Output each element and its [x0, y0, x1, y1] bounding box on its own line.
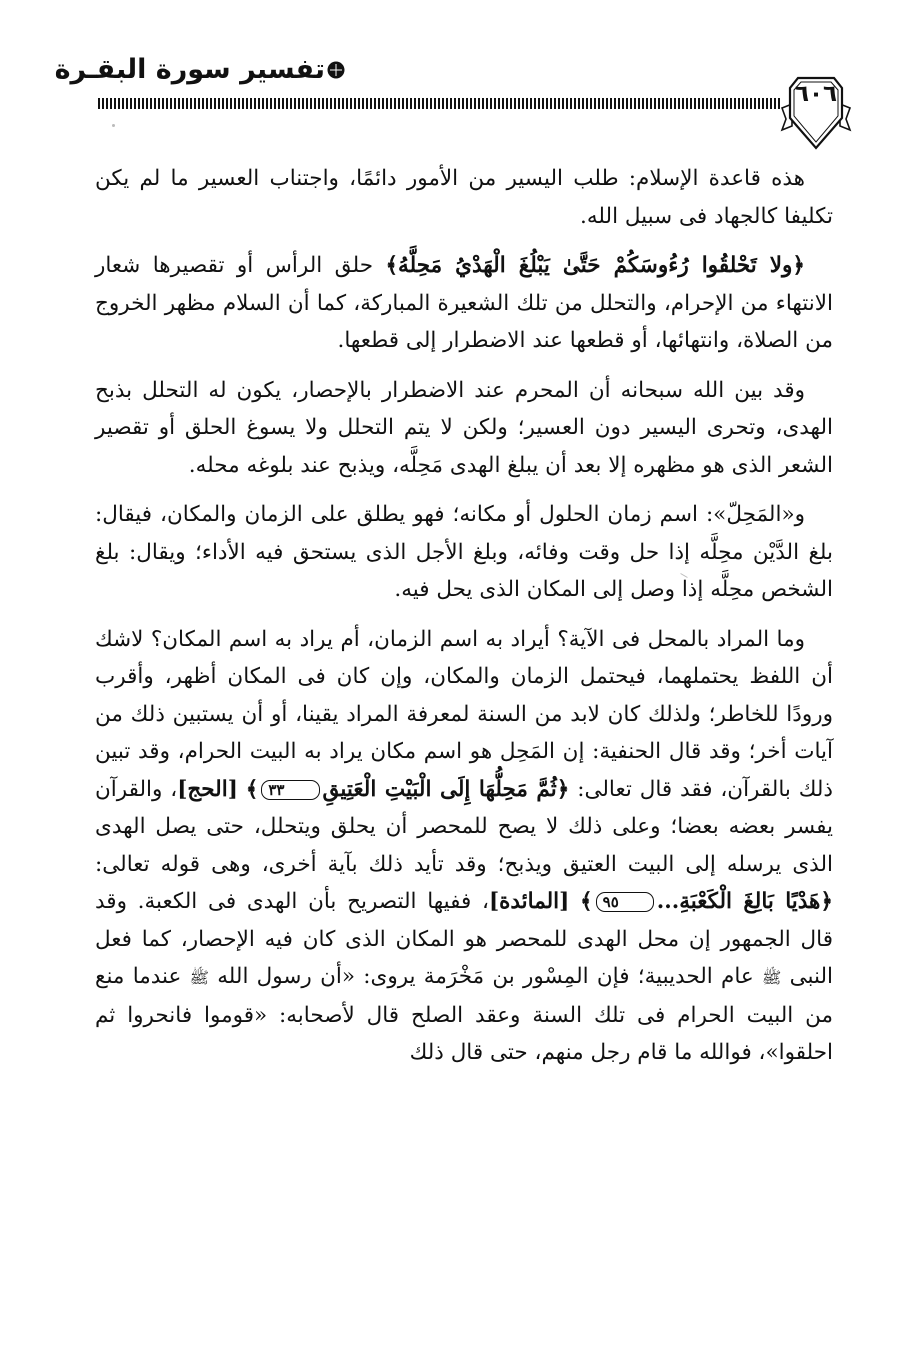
- verse-number: ٩٥: [596, 892, 654, 912]
- paragraph-1: هذه قاعدة الإسلام: طلب اليسير من الأمور دائمًا، واجتناب العسير ما لم يكن تكليفا كالجهاد فى سبيل الله.: [95, 166, 833, 229]
- paragraph-5-text-a: وما المراد بالمحل فى الآية؟ أيراد به اسم الزمان، أم يراد به اسم المكان؟ لاشك أن اللفظ يحتملهما، فيحتمل الزمان والمكان، وإن كان فى المكان أظهر، وأقرب ورودًا للخاطر؛ ولذلك كان لابد من السنة لمعرفة المراد يقينا، أو أن يستبين ذلك من آيات أخر؛ وقد قال الحنفية: إن المَحِل هو اسم مكان يراد به البيت الحرام، وقد تبين ذلك بالقرآن، فقد قال تعالى:: [95, 626, 834, 802]
- paragraph-3: وقد بين الله سبحانه أن المحرم عند الاضطرار بالإحصار، يكون له التحلل بذبح الهدى، وتحرى اليسير دون العسير؛ ولكن لا يتم التحلل ولا يسوغ الحلق أو تقصير الشعر الذى هو مظهره إلا بعد أن يبلغ الهدى مَحِلَّه، ويذبح عند بلوغه محله.: [95, 377, 833, 478]
- paragraph-2-text: حلق الرأس أو تقصيرها شعار الانتهاء من الإحرام، والتحلل من تلك الشعيرة المباركة، كما أن السلام مظهر الخروج من الصلاة، وانتهائها، أو قطعها عند الاضطرار إلى قطعها.: [95, 253, 833, 353]
- page-number-badge: [776, 70, 856, 150]
- ornament-icon: [326, 60, 346, 80]
- verse-close-bracket: ﴾: [245, 776, 259, 802]
- page-number: ٦٠٦: [794, 81, 838, 107]
- page-header: [0, 0, 922, 160]
- page-body: [95, 160, 833, 1084]
- paragraph-5-text-c: ، ففيها التصريح بأن الهدى فى الكعبة. وقد قال الجمهور إن محل الهدى للمحصر هو المكان الذى كان فيه الإحصار، كما فعل النبى: [95, 889, 833, 989]
- quran-verse: ﴿ولا تَحْلقُوا رُءُوسَكُمْ حَتَّىٰ يَبْلُغَ الْهَدْيُ مَحِلَّهُ﴾: [385, 253, 806, 278]
- paragraph-5-text-b: ، والقرآن يفسر بعضه بعضا؛ وعلى ذلك لا يصح للمحصر أن يحلق ويتحلل، حتى يصل الهدى الذى يرسله إلى البيت العتيق ويذبح؛ وقد تأيد ذلك بآية أخرى، وهى قوله تعالى:: [95, 776, 833, 877]
- quran-verse-maidah: ﴿هَدْيًا بَالِغَ الْكَعْبَةِ...: [656, 889, 833, 914]
- paragraph-5-text-d: عام الحديبية؛ فإن المِسْور بن مَخْرَمة يروى: «أن رسول الله: [217, 964, 754, 989]
- pbuh-glyph: ﷺ: [761, 968, 782, 987]
- paragraph-5: [95, 621, 833, 1072]
- running-title: تفسير سورة البقـرة: [54, 54, 325, 85]
- verse-close-bracket: ﴾: [580, 889, 593, 914]
- pbuh-glyph: ﷺ: [189, 968, 209, 987]
- scan-speck: [112, 124, 115, 127]
- quran-verse-hajj: ﴿ثُمَّ مَحِلُّهَا إِلَى الْبَيْتِ الْعَتِيقِ: [322, 776, 570, 802]
- verse-number: ٣٣: [261, 780, 319, 800]
- header-divider: [96, 98, 780, 109]
- paragraph-2: [95, 247, 833, 360]
- sura-reference: [الحج]: [177, 776, 238, 802]
- paragraph-5-text-e: عندما منع من البيت الحرام فى تلك السنة وعقد الصلح قال لأصحابه: «قوموا فانحروا ثم احلقوا»، فوالله ما قام رجل منهم، حتى قال ذلك: [95, 964, 833, 1065]
- paragraph-4: و«المَحِلّ»: اسم زمان الحلول أو مكانه؛ فهو يطلق على الزمان والمكان، فيقال: بلغ الدَّيْن محِلَّه إذا حل وقت وفائه، وبلغ الأجل الذى يستحق فيه الأداء؛ ويقال: بلغ الشخص محِلَّه إذا وصل إلى المكان الذى يحل فيه.: [95, 502, 833, 602]
- sura-reference: [المائدة]: [488, 889, 570, 914]
